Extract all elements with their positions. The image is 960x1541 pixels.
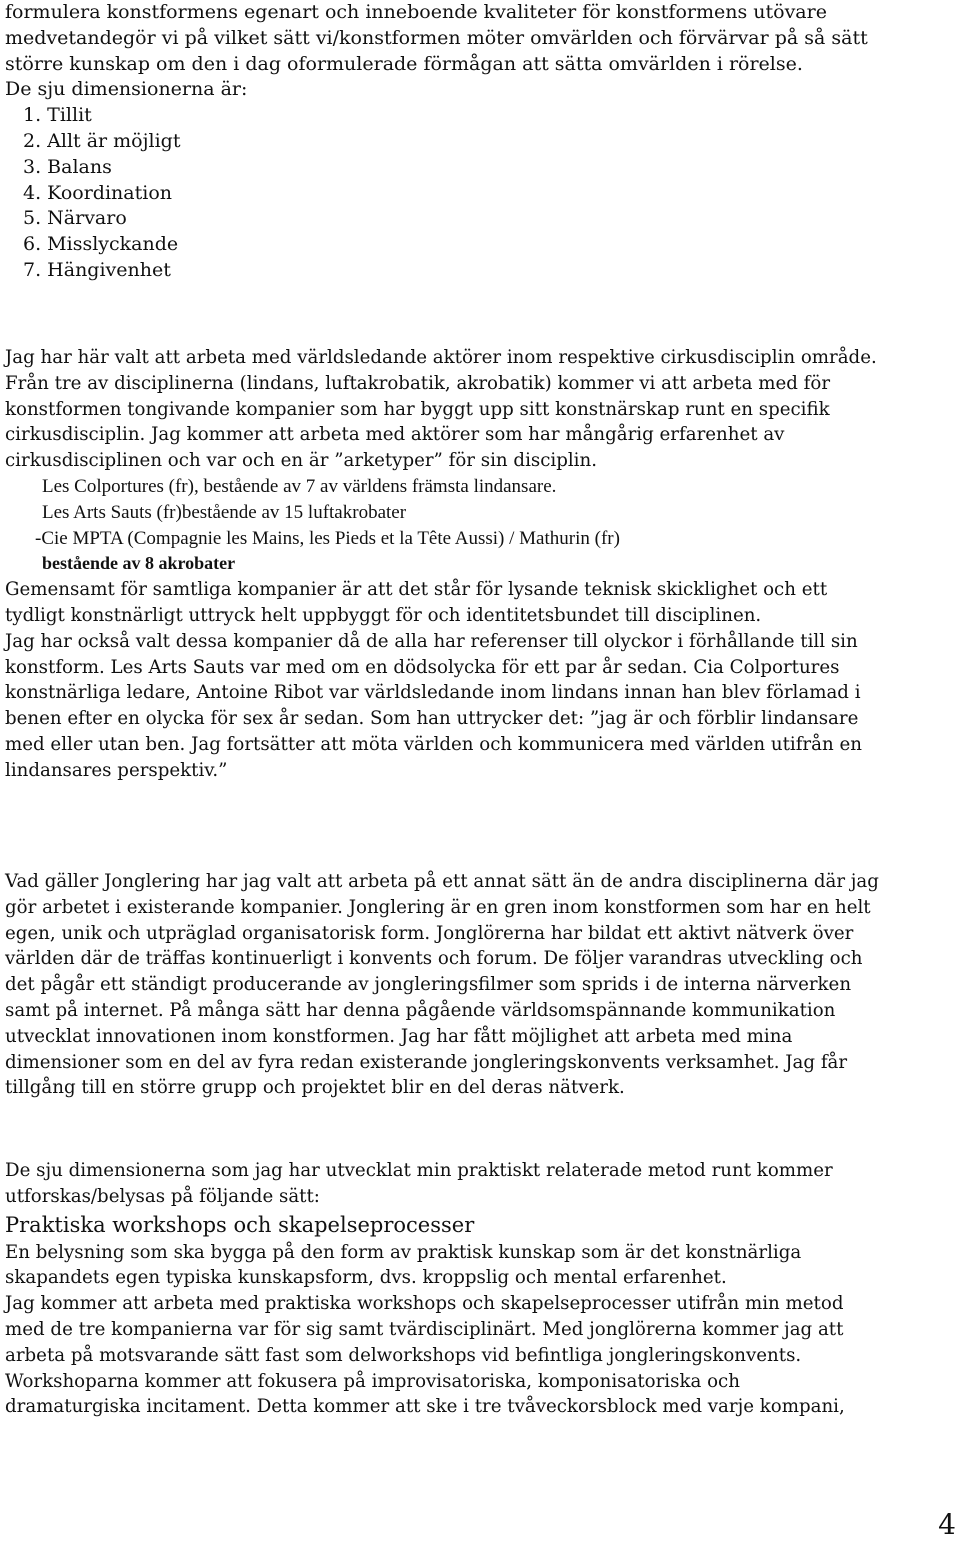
intro-line: medvetandegör vi på vilket sätt vi/konstformen möter omvärlden och förvärvar på så sätt [5,26,868,49]
paragraph-line: det pågår ett ständigt producerande av jongleringsfilmer som sprids i de interna närverken [5,974,852,996]
dimension-list [5,103,868,284]
paragraph-line: dimensioner som en del av fyra redan existerande jongleringskonvents verksamhet. Jag får [5,1051,848,1073]
paragraph-line: En belysning som ska bygga på den form av praktisk kunskap som är det konstnärliga [5,1241,802,1263]
paragraph-line: De sju dimensionerna som jag har utvecklat min praktiskt relaterade metod runt kommer [5,1160,833,1181]
paragraph-line: dramaturgiska incitament. Detta kommer att ske i tre tvåveckorsblock med varje kompani, [5,1396,845,1418]
paragraph-line: världen där de träffas kontinuerligt i konvents och forum. De följer varandras utveckling och [5,948,863,970]
dimension-item: 5. Närvaro [23,207,127,230]
dimension-item: 2. Allt är möjligt [23,129,181,152]
dimension-item: 4. Koordination [23,181,173,204]
paragraph-line: utforskas/belysas på följande sätt: [5,1185,320,1207]
paragraph-line: skapandets egen typiska kunskapsform, dvs. kroppslig och mental erfarenhet. [5,1267,727,1289]
paragraph-line: med eller utan ben. Jag fortsätter att möta världen och kommunicera med världen utifrån en [5,733,862,755]
paragraph-line: lindansares perspektiv.” [5,759,228,781]
dimension-item: 7. Hängivenhet [23,258,171,281]
intro-block [5,0,868,284]
paragraph-line: samt på internet. På många sätt har denna pågående världsomspännande kommunikation [5,999,836,1021]
company-line: Les Colportures (fr), bestående av 7 av världens främsta lindansare. [42,475,557,497]
company-line: Les Arts Sauts (fr)bestående av 15 luftakrobater [42,501,407,523]
section-heading: Praktiska workshops och skapelseprocesser [5,1212,475,1237]
paragraph-line: Vad gäller Jonglering har jag valt att arbeta på ett annat sätt än de andra disciplinerna där jag [5,871,879,892]
page-number: 4 [938,1508,956,1541]
paragraph-line: utvecklat innovationen inom konstformen. Jag har fått möjlighet att arbeta med mina [5,1025,793,1047]
paragraph-line: konstnärliga ledare, Antoine Ribot var världsledande inom lindans innan han blev förlamad i [5,682,861,704]
paragraph-line: Gemensamt för samtliga kompanier är att det står för lysande teknisk skicklighet och ett [5,579,828,601]
juggling-section [5,869,879,1101]
paragraph-line: cirkusdisciplinen och var och en är ”arketyper” för sin disciplin. [5,450,597,472]
paragraph-line: egen, unik och utpräglad organisatorisk form. Jonglörerna har bildat ett aktivt nätverk över [5,922,854,944]
paragraph-line: benen efter en olycka för sex år sedan. Som han uttrycker det: ”jag är och förblir lindansare [5,708,859,730]
paragraph-line: Workshoparna kommer att fokusera på improvisatoriska, komponisatoriska och [5,1370,740,1392]
dimension-item: 3. Balans [23,155,112,178]
paragraph-line: med de tre kompanierna var för sig samt tvärdisciplinärt. Med jonglörerna kommer jag att [5,1318,844,1340]
paragraph-line: Jag kommer att arbeta med praktiska workshops och skapelseprocesser utifrån min metod [5,1293,844,1315]
intro-line: formulera konstformens egenart och inneboende kvaliteter för konstformens utövare [5,1,827,23]
method-section [5,1158,845,1420]
paragraph-line: Från tre av disciplinerna (lindans, luftakrobatik, akrobatik) kommer vi att arbeta med för [5,372,831,394]
dimension-item: 1. Tillit [23,104,92,127]
paragraph-line: konstform. Les Arts Sauts var med om en dödsolycka för ett par år sedan. Cia Colportures [5,656,840,678]
intro-line: större kunskap om den i dag oformulerade förmågan att sätta omvärlden i rörelse. [5,52,803,75]
company-line: -Cie MPTA (Compagnie les Mains, les Pieds et la Tête Aussi) / Mathurin (fr) [35,527,620,549]
paragraph-line: Jag har här valt att arbeta med världsledande aktörer inom respektive cirkusdisciplin område. [5,347,877,368]
dimension-item: 6. Misslyckande [23,233,179,256]
paragraph-line: Jag har också valt dessa kompanier då de alla har referenser till olyckor i förhållande till sin [5,630,858,652]
companies-section [5,345,877,784]
paragraph-line: konstformen tongivande kompanier som har byggt upp sitt konstnärskap runt en specifik [5,398,830,420]
paragraph-line: arbeta på motsvarande sätt fast som delworkshops vid befintliga jongleringskonvents. [5,1344,802,1366]
paragraph-line: tillgång till en större grupp och projektet blir en del deras nätverk. [5,1077,625,1099]
paragraph-line: cirkusdisciplin. Jag kommer att arbeta med aktörer som har mångårig erfarenhet av [5,424,785,446]
company-line: bestående av 8 akrobater [42,553,236,574]
paragraph-line: tydligt konstnärligt uttryck helt uppbyggt för och identitetsbundet till disciplinen. [5,604,762,626]
paragraph-line: gör arbetet i existerande kompanier. Jonglering är en gren inom konstformen som har en helt [5,896,871,918]
intro-line: De sju dimensionerna är: [5,78,248,101]
